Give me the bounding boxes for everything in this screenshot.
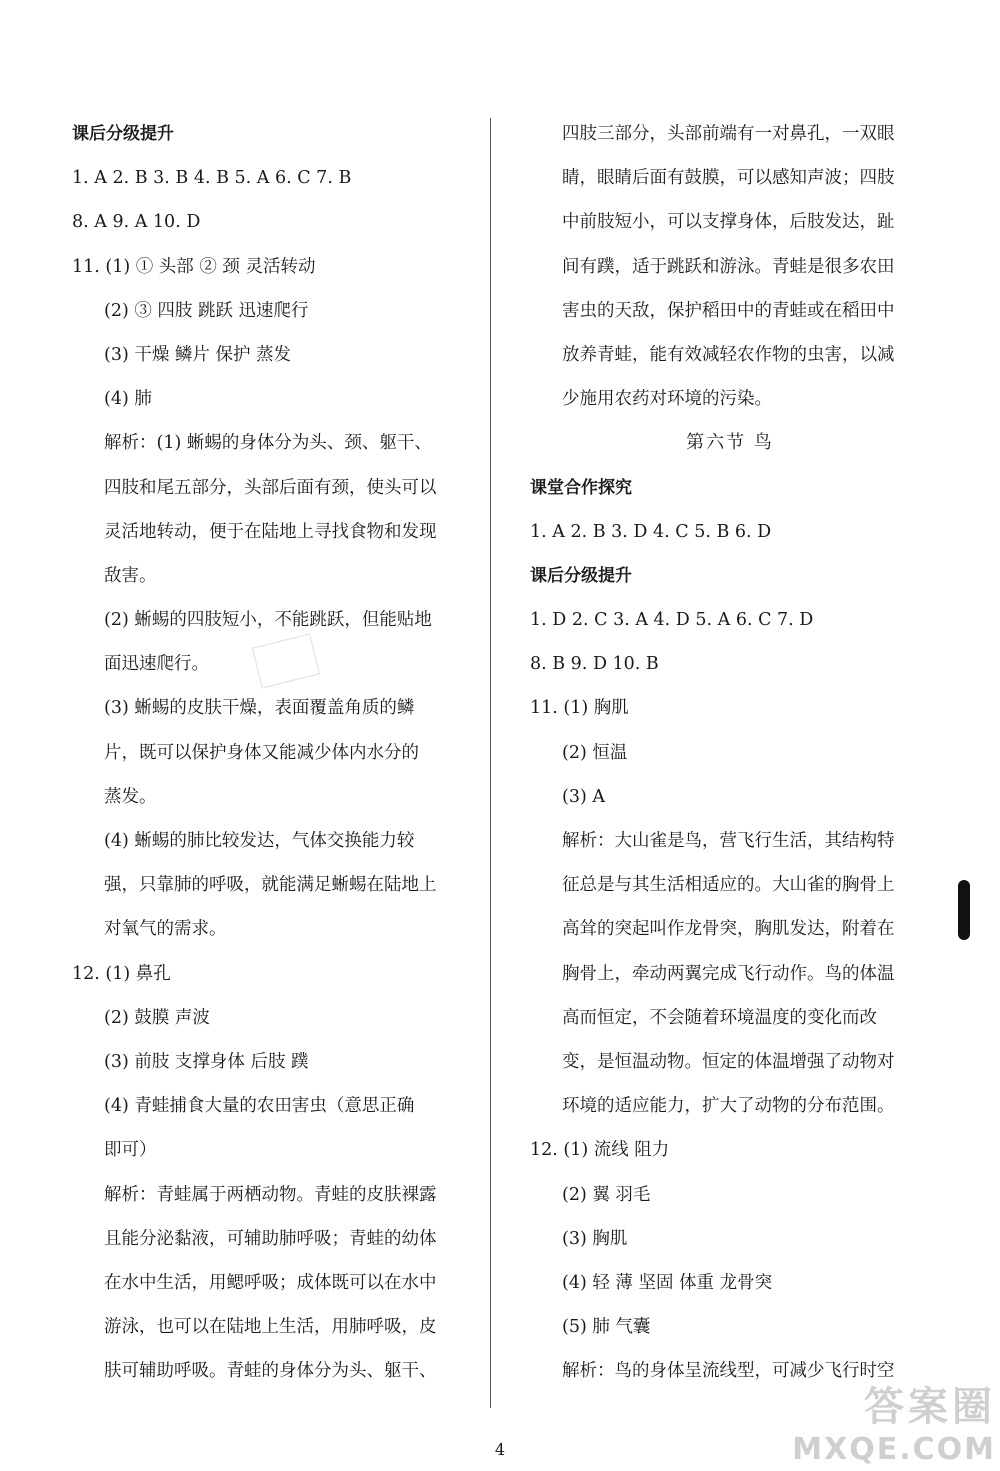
- text-line: (5) 肺 气囊: [562, 1317, 651, 1338]
- text-line: 片，既可以保护身体又能减少体内水分的: [104, 742, 419, 763]
- text-line: 肤可辅助呼吸。青蛙的身体分为头、躯干、: [104, 1361, 437, 1382]
- text-line: (3) 蜥蜴的皮肤干燥，表面覆盖角质的鳞: [104, 698, 415, 719]
- text-line: 放养青蛙，能有效减轻农作物的虫害，以减: [562, 344, 895, 365]
- text-line: (4) 肺: [104, 389, 152, 410]
- text-line: (2) ③ 四肢 跳跃 迅速爬行: [104, 300, 309, 321]
- text-line: (3) 干燥 鳞片 保护 蒸发: [104, 344, 292, 365]
- text-line: 面迅速爬行。: [104, 654, 209, 675]
- section-heading: 课后分级提升: [530, 565, 632, 586]
- text-line: 征总是与其生活相适应的。大山雀的胸骨上: [562, 875, 895, 896]
- text-line: 中前肢短小，可以支撑身体，后肢发达，趾: [562, 212, 895, 233]
- text-line: (3) A: [562, 786, 605, 807]
- text-line: 胸骨上，牵动两翼完成飞行动作。鸟的体温: [562, 963, 895, 984]
- text-line: 对氧气的需求。: [104, 919, 227, 940]
- text-line: 解析：大山雀是鸟，营飞行生活，其结构特: [562, 831, 895, 851]
- binding-mark: [958, 880, 970, 940]
- text-line: 高而恒定，不会随着环境温度的变化而改: [562, 1007, 877, 1028]
- text-line: (2) 恒温: [562, 742, 628, 763]
- right-column: [530, 112, 930, 1393]
- text-line: (4) 轻 薄 坚固 体重 龙骨突: [562, 1272, 773, 1293]
- text-line: (4) 青蛙捕食大量的农田害虫（意思正确: [104, 1096, 415, 1117]
- text-line: 且能分泌黏液，可辅助肺呼吸；青蛙的幼体: [104, 1228, 437, 1249]
- text-line: 1. A 2. B 3. D 4. C 5. B 6. D: [530, 521, 772, 542]
- text-line: (3) 胸肌: [562, 1228, 628, 1249]
- text-line: 解析：鸟的身体呈流线型，可减少飞行时空: [562, 1361, 895, 1382]
- text-line: 11. (1) 胸肌: [530, 698, 629, 719]
- text-line: 解析：(1) 蜥蜴的身体分为头、颈、躯干、: [104, 433, 432, 454]
- text-line: 四肢和尾五部分，头部后面有颈，使头可以: [104, 477, 437, 498]
- watermark-url: MXQE.COM: [792, 1432, 996, 1467]
- text-line: 8. B 9. D 10. B: [530, 654, 659, 675]
- text-line: 在水中生活，用鳃呼吸；成体既可以在水中: [104, 1272, 437, 1293]
- text-line: 四肢三部分，头部前端有一对鼻孔，一双眼: [562, 124, 895, 144]
- text-line: 变，是恒温动物。恒定的体温增强了动物对: [562, 1051, 895, 1072]
- column-divider: [490, 118, 491, 1408]
- text-line: 害虫的天敌，保护稻田中的青蛙或在稻田中: [562, 300, 895, 321]
- text-line: 蒸发。: [104, 786, 157, 807]
- text-line: 8. A 9. A 10. D: [72, 212, 201, 233]
- left-column: [72, 112, 472, 1393]
- text-line: 少施用农药对环境的污染。: [562, 389, 772, 410]
- text-line: (2) 蜥蜴的四肢短小，不能跳跃，但能贴地: [104, 610, 432, 631]
- text-line: 高耸的突起叫作龙骨突，胸肌发达，附着在: [562, 919, 895, 940]
- page-number: 4: [494, 1440, 506, 1459]
- text-line: 12. (1) 流线 阻力: [530, 1140, 670, 1161]
- text-line: 灵活地转动，便于在陆地上寻找食物和发现: [104, 521, 437, 542]
- text-line: 12. (1) 鼻孔: [72, 963, 171, 984]
- text-line: (2) 翼 羽毛: [562, 1184, 651, 1205]
- text-line: 强，只靠肺的呼吸，就能满足蜥蜴在陆地上: [104, 875, 437, 896]
- text-line: 环境的适应能力，扩大了动物的分布范围。: [562, 1096, 895, 1117]
- text-line: (3) 前肢 支撑身体 后肢 蹼: [104, 1051, 309, 1072]
- text-line: (2) 鼓膜 声波: [104, 1007, 210, 1028]
- text-line: 敌害。: [104, 565, 157, 586]
- text-line: 游泳，也可以在陆地上生活，用肺呼吸，皮: [104, 1317, 437, 1338]
- text-line: (4) 蜥蜴的肺比较发达，气体交换能力较: [104, 831, 415, 851]
- section-heading: 课堂合作探究: [530, 477, 632, 498]
- chapter-title: 第六节 鸟: [686, 432, 774, 454]
- text-line: 1. A 2. B 3. B 4. B 5. A 6. C 7. B: [72, 168, 352, 189]
- text-line: 间有蹼，适于跳跃和游泳。青蛙是很多农田: [562, 256, 895, 277]
- watermark: [792, 1375, 996, 1467]
- section-heading: 课后分级提升: [72, 124, 174, 144]
- text-line: 11. (1) ① 头部 ② 颈 灵活转动: [72, 256, 316, 277]
- text-line: 睛，眼睛后面有鼓膜，可以感知声波；四肢: [562, 168, 895, 189]
- text-line: 解析：青蛙属于两栖动物。青蛙的皮肤裸露: [104, 1184, 437, 1205]
- watermark-logo-text: 答案圈: [864, 1384, 996, 1430]
- text-line: 即可）: [104, 1140, 157, 1161]
- text-line: 1. D 2. C 3. A 4. D 5. A 6. C 7. D: [530, 610, 814, 631]
